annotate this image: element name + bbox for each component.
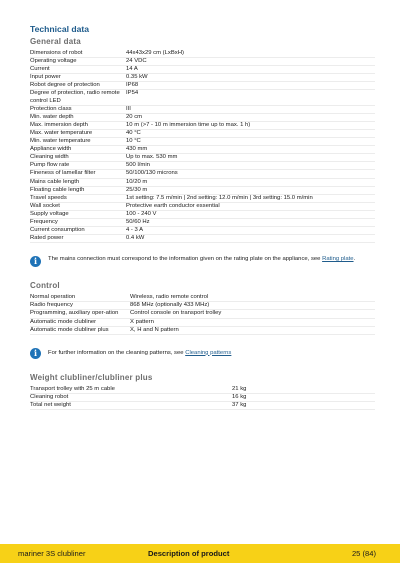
row-value: X, H and N pattern	[130, 326, 375, 334]
row-label: Radio frequency	[30, 302, 130, 310]
table-row	[30, 154, 375, 162]
table-row	[30, 129, 375, 137]
table-row	[30, 386, 375, 394]
table-row	[30, 227, 375, 235]
note-text: The mains connection must correspond to the information given on the rating plate on the appliance, see	[48, 256, 323, 263]
row-value: 16 kg	[232, 393, 375, 401]
row-label: Rated power	[30, 235, 126, 243]
row-label: Dimensions of robot	[30, 50, 126, 58]
row-value: Up to max. 530 mm	[126, 154, 375, 162]
note-end: .	[353, 256, 356, 263]
row-value: 40 °C	[126, 129, 375, 137]
row-value: 10/20 m	[126, 178, 375, 186]
footer-section-title: Description of product	[148, 549, 230, 558]
table-row	[30, 74, 375, 82]
row-value: Wireless, radio remote control	[130, 294, 375, 302]
row-label: Normal operation	[30, 294, 130, 302]
row-label: Programming, auxiliary oper-ation	[30, 310, 130, 318]
table-row	[30, 170, 375, 178]
row-label: Automatic mode clubliner plus	[30, 326, 130, 334]
row-label: Input power	[30, 74, 126, 82]
table-row	[30, 90, 375, 105]
table-row	[30, 294, 375, 302]
row-value: 500 l/min	[126, 162, 375, 170]
row-label: Transport trolley with 25 m cable	[30, 386, 232, 394]
table-row	[30, 202, 375, 210]
row-value: X pattern	[130, 318, 375, 326]
row-label: Degree of protection, radio remote control LED	[30, 90, 126, 105]
row-value: 50/60 Hz	[126, 218, 375, 226]
cleaning-patterns-note	[30, 348, 375, 359]
row-value: IP68	[126, 82, 375, 90]
table-row	[30, 113, 375, 121]
cleaning-patterns-link[interactable]: Cleaning patterns	[185, 349, 232, 356]
table-row	[30, 194, 375, 202]
table-row	[30, 186, 375, 194]
row-label: Frequency	[30, 218, 126, 226]
table-row	[30, 178, 375, 186]
row-label: Appliance width	[30, 146, 126, 154]
row-label: Max. water temperature	[30, 129, 126, 137]
row-value: 0.4 kW	[126, 235, 375, 243]
row-label: Current	[30, 66, 126, 74]
row-value: 0.35 kW	[126, 74, 375, 82]
row-value: 25/30 m	[126, 186, 375, 194]
info-icon: i	[30, 348, 41, 359]
page-title: Technical data	[30, 24, 90, 34]
row-label: Travel speeds	[30, 194, 126, 202]
row-label: Protection class	[30, 105, 126, 113]
row-label: Mains cable length	[30, 178, 126, 186]
footer-page-number: 25 (84)	[351, 549, 376, 558]
row-label: Pump flow rate	[30, 162, 126, 170]
row-label: Fineness of lamellar filter	[30, 170, 126, 178]
row-value: 1st setting: 7.5 m/min | 2nd setting: 12.0 m/min | 3rd setting: 15.0 m/min	[126, 194, 375, 202]
row-value: 50/100/130 microns	[126, 170, 375, 178]
row-label: Cleaning robot	[30, 393, 232, 401]
table-row	[30, 50, 375, 58]
row-label: Wall socket	[30, 202, 126, 210]
row-value: 24 VDC	[126, 58, 375, 66]
table-row	[30, 105, 375, 113]
table-row	[30, 210, 375, 218]
table-row	[30, 235, 375, 243]
row-value: 10 m (>7 - 10 m immersion time up to max. 1 h)	[126, 121, 375, 129]
row-label: Current consumption	[30, 227, 126, 235]
row-value: Control console on transport trolley	[130, 310, 375, 318]
row-value: 14 A	[126, 66, 375, 74]
table-row	[30, 302, 375, 310]
row-value: III	[126, 105, 375, 113]
row-value: IP54	[126, 90, 375, 105]
general-data-heading: General data	[30, 37, 81, 46]
control-table	[30, 294, 375, 334]
mains-connection-note	[30, 256, 375, 267]
table-row	[30, 138, 375, 146]
table-row	[30, 121, 375, 129]
table-row	[30, 326, 375, 334]
row-label: Min. water depth	[30, 113, 126, 121]
row-value: 37 kg	[232, 401, 375, 409]
row-value: 4 - 3 A	[126, 227, 375, 235]
table-row	[30, 218, 375, 226]
table-row	[30, 66, 375, 74]
row-label: Robot degree of protection	[30, 82, 126, 90]
table-row	[30, 310, 375, 318]
row-value: 10 °C	[126, 138, 375, 146]
table-row	[30, 58, 375, 66]
control-heading: Control	[30, 281, 60, 291]
table-row	[30, 162, 375, 170]
info-icon: i	[30, 256, 41, 267]
row-label: Total net weight	[30, 401, 232, 409]
row-label: Floating cable length	[30, 186, 126, 194]
page-footer	[0, 544, 400, 563]
row-label: Operating voltage	[30, 58, 126, 66]
weight-table	[30, 386, 375, 410]
note-text: For further information on the cleaning patterns, see	[48, 349, 186, 356]
table-row	[30, 146, 375, 154]
table-row	[30, 393, 375, 401]
table-row	[30, 318, 375, 326]
document-body	[30, 24, 375, 410]
row-value: 430 mm	[126, 146, 375, 154]
row-value: Protective earth conductor essential	[126, 202, 375, 210]
footer-product-name: mariner 3S clubliner	[18, 549, 86, 558]
row-value: 20 cm	[126, 113, 375, 121]
rating-plate-link[interactable]: Rating plate	[322, 256, 354, 263]
table-row	[30, 82, 375, 90]
row-label: Min. water temperature	[30, 138, 126, 146]
row-value: 100 - 240 V	[126, 210, 375, 218]
row-label: Max. immersion depth	[30, 121, 126, 129]
row-value: 21 kg	[232, 386, 375, 394]
row-value: 44x43x29 cm (LxBxH)	[126, 50, 375, 58]
general-data-table	[30, 50, 375, 243]
weight-heading: Weight clubliner/clubliner plus	[30, 372, 153, 382]
row-label: Cleaning width	[30, 154, 126, 162]
row-label: Supply voltage	[30, 210, 126, 218]
row-label: Automatic mode clubliner	[30, 318, 130, 326]
table-row	[30, 401, 375, 409]
row-value: 868 MHz (optionally 433 MHz)	[130, 302, 375, 310]
